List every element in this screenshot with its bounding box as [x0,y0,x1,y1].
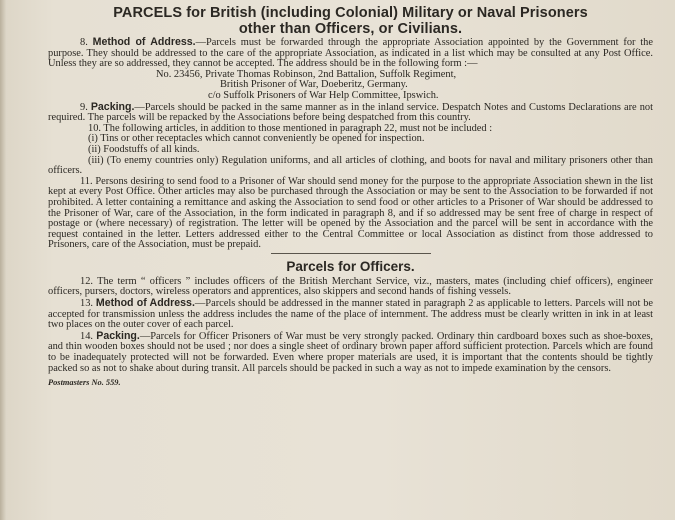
paragraph-9 [48,102,653,124]
paragraph-8 [48,37,653,70]
paragraph-14-number: 14. [80,330,93,342]
paragraph-9-number: 9. [80,101,88,113]
address-line-3: c/o Suffolk Prisoners of War Help Committee, Ipswich. [208,89,439,101]
paragraph-14-heading: Packing. [96,329,140,342]
paragraph-8-number: 8. [80,37,88,48]
address-line-2: British Prisoner of War, Doeberitz, Germany. [220,79,408,91]
paragraph-14 [48,331,653,374]
paragraph-10-item-iii: (iii) (To enemy countries only) Regulation uniforms, and all articles of clothing, and boots for naval and military prisoners other than officers. [48,154,653,177]
main-title-line2: other than Officers, or Civilians. [238,21,463,37]
paragraph-13-number: 13. [80,298,93,310]
paragraph-11: 11. Persons desiring to send food to a Prisoner of War should send money for the purpose to the appropriate Association shewn in the list kept at every Post Office. Other articles may also be purchased through the Association or may be sent to the Association to be forwarded if not prohibited. A letter containing a remittance and asking the Association to send food or other articles to a Prisoner of War should be addressed to the Prisoner of War, care of the Association, in the form indicated in paragraph 8, and if so addressed may be sent free of charge in respect of postage or (where necessary) of registration. The letter will be opened by the Association and the parcel will be sent in accordance with the request contained in the letter. Letters addressed either to the Central Committee or local Association as distinct from those addressed to Prisoners, care of the Association, must be prepaid. [48,175,653,251]
paragraph-10-intro: 10. The following articles, in addition to those mentioned in paragraph 22, must not be included : [88,122,493,134]
paragraph-13 [48,298,653,331]
example-address [48,70,653,102]
paragraph-13-heading: Method of Address. [95,297,195,310]
paragraph-9-text: —Parcels should be packed in the same manner as in the inland service. Despatch Notes and Customs Declarations are not required. The parcels will be repacked by the Associations before being despatched from this country. [48,101,653,124]
main-title [48,5,653,37]
officers-section-title: Parcels for Officers. [286,258,415,274]
footer-reference: Postmasters No. 559. [48,378,121,388]
paragraph-9-heading: Packing. [90,100,135,113]
paragraph-13-text: —Parcels should be addressed in the manner stated in paragraph 2 as applicable to letters. Parcels will not be accepted for transmission unless the address includes the name of the place of internment. The address must be clearly written in ink in at least two places on the outer cover of each parcel. [48,298,654,331]
paragraph-8-heading: Method of Address. [92,36,196,48]
paragraph-10-item-i: (i) Tins or other receptacles which cannot conveniently be opened for inspection. [88,133,425,145]
main-title-line1: PARCELS for British (including Colonial) Military or Naval Prisoners [113,5,588,21]
paragraph-10-item-ii: (ii) Foodstuffs of all kinds. [88,143,200,155]
paragraph-14-text: —Parcels for Officer Prisoners of War must be very strongly packed. Ordinary thin cardboard boxes such as shoe-boxes, and thin wooden boxes should not be used ; nor does a single sheet of ordinary brown paper afford sufficient protection. Parcels which are found to be inadequately protected will not be forwarded. Even where proper materials are used, it is important that the contents should be tightly packed so as not to shake about during transit. All parcels should be packed in such a way as not to impede examination by the censors. [48,330,653,374]
address-line-1: No. 23456, Private Thomas Robinson, 2nd Battalion, Suffolk Regiment, [156,68,457,80]
paragraph-8-text: —Parcels must be forwarded through the appropriate Association appointed by the Government for the purpose. They should be addressed to the care of the appropriate Association, as indicated in a list which may be consulted at any Post Office. Unless they are so addressed, they cannot be accepted. The address should be in the following form :— [48,37,653,70]
paragraph-12: 12. The term “ officers ” includes officers of the British Merchant Service, viz., masters, mates (including chief officers), engineer officers, pursers, doctors, wireless operators and apprentices, also skippers and second hands of fishing vessels. [48,275,653,298]
page-fold-shadow [0,0,6,520]
section-divider [271,253,431,254]
